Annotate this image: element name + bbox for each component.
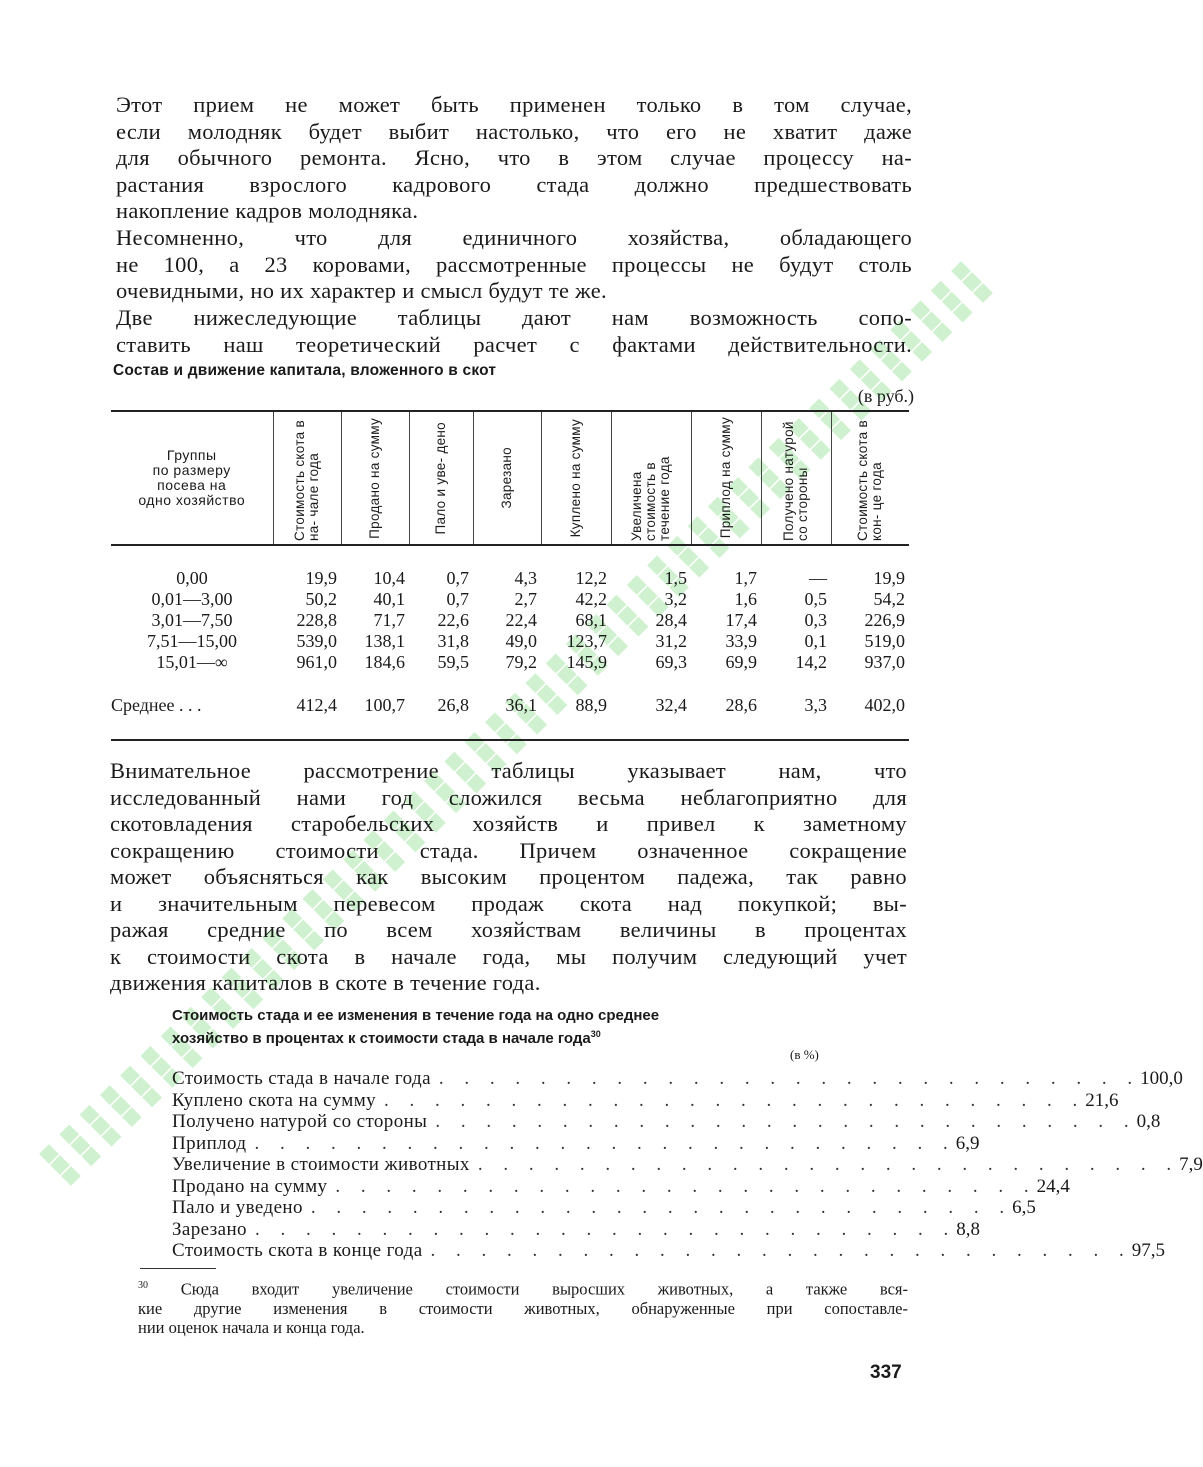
- watermark-mark: [911, 300, 931, 320]
- table-row: 3,01—7,50 228,8 71,7 22,6 22,4 68,1 28,4 17,4 0,3 226,9: [151, 610, 905, 630]
- watermark-mark: [953, 303, 973, 323]
- watermark-mark: [91, 1116, 111, 1136]
- col-header-start-value: Стоимость скота в на- чале года: [273, 411, 341, 545]
- list-item: Стоимость скота в конце года . . . . . . . . . . . . . . . . . . . . . . . . . . . . 97,5: [172, 1240, 1166, 1261]
- watermark-mark: [102, 1127, 122, 1147]
- leader-dots: . . . . . . . . . . . . . . . . . . . . . . . . . . . .: [254, 1132, 956, 1154]
- table-row: 7,51—15,00 539,0 138,1 31,8 49,0 123,7 31,2 33,9 0,1 519,0: [147, 631, 905, 651]
- footnote-ref: 30: [590, 1029, 601, 1039]
- paragraph-4: Внимательное рассмотрение таблицы указывает нам, что исследованный нами год сложился весьма неблагоприятно для скотовладения старобельских хозяйств и привел к заметному сокращению стоимости стада. Причем означенное сокращение может объясняться как высоким процентом падежа, так равно и значительным перевесом продаж скота над покупкой; вы- ражая средние по всем хозяйствам величины в процентах к стоимости скота в начале года, мы получим следующий учет движения капиталов в скоте в течение года.: [110, 758, 907, 995]
- watermark-mark: [61, 1166, 81, 1186]
- footnote-marker: 30: [138, 1280, 148, 1291]
- watermark-mark: [120, 1066, 140, 1086]
- table-row: 15,01—∞ 961,0 184,6 59,5 79,2 145,9 69,3 69,9 14,2 937,0: [156, 652, 905, 672]
- watermark-mark: [151, 1057, 171, 1077]
- col-header-slaughtered: Зарезано: [473, 411, 541, 545]
- list-item: Куплено скота на сумму . . . . . . . . . . . . . . . . . . . . . . . . . . . . 21,6: [172, 1089, 1119, 1111]
- watermark-mark: [142, 1088, 162, 1108]
- list-item: Получено натурой со стороны . . . . . . . . . . . . . . . . . . . . . . . . . . . . 0,8: [172, 1111, 1161, 1132]
- table1-caption: Состав и движение капитала, вложенного в скот: [113, 362, 497, 379]
- col-header-offspring: Приплод на сумму: [691, 411, 761, 545]
- watermark-mark: [183, 1048, 203, 1068]
- list-item: Продано на сумму . . . . . . . . . . . . . . . . . . . . . . . . . . . . 24,4: [172, 1175, 1070, 1197]
- watermark-mark: [140, 1046, 160, 1066]
- leader-dots: . . . . . . . . . . . . . . . . . . . . . . . . . . . .: [438, 1068, 1141, 1089]
- list-item: Увеличение в стоимости животных . . . . . . . . . . . . . . . . . . . . . . . . . . . . 7,9: [172, 1154, 1203, 1175]
- leader-dots: . . . . . . . . . . . . . . . . . . . . . . . . . . . .: [254, 1218, 957, 1240]
- watermark-mark: [59, 1124, 79, 1144]
- percent-table: [172, 1068, 1203, 1262]
- page-number: 337: [870, 1362, 902, 1383]
- watermark-mark: [912, 342, 932, 362]
- list-item: Пало и уведено . . . . . . . . . . . . . . . . . . . . . . . . . . . . 6,5: [172, 1197, 1036, 1218]
- watermark-mark: [922, 311, 942, 331]
- col-header-bought: Куплено на сумму: [541, 411, 611, 545]
- col-header-received: Получено натурой со стороны: [761, 411, 831, 545]
- watermark-mark: [892, 362, 912, 382]
- col-header-died: Пало и уве- дено: [409, 411, 473, 545]
- list-item: Приплод . . . . . . . . . . . . . . . . . . . . . . . . . . . . 6,9: [172, 1132, 980, 1154]
- watermark-mark: [962, 272, 982, 292]
- paragraph-3: Две нижеследующие таблицы дают нам возможность сопо- ставить наш теоретический расчет с фактами действительности.: [116, 305, 912, 357]
- leader-dots: . . . . . . . . . . . . . . . . . . . . . . . . . . . .: [335, 1175, 1037, 1197]
- table1-header-row: [111, 411, 909, 545]
- watermark-mark: [70, 1135, 90, 1155]
- table-row: 0,01—3,00 50,2 40,1 0,7 2,7 42,2 3,2 1,6 0,5 54,2: [151, 589, 905, 609]
- table1-unit: (в руб.): [857, 386, 914, 406]
- watermark-mark: [850, 359, 870, 379]
- leader-dots: . . . . . . . . . . . . . . . . . . . . . . . . . . . .: [435, 1111, 1137, 1132]
- list-item: Зарезано . . . . . . . . . . . . . . . . . . . . . . . . . . . . 8,8: [172, 1218, 980, 1240]
- watermark-mark: [931, 281, 951, 301]
- paragraph-1: Этот прием не может быть применен только в том случае, если молодняк будет выбит настолько, что его не хватит даже для обычного ремонта. Ясно, что в этом случае процессу на- растания взрослого кадрового стада должно предшествовать накопление кадров молодняка.: [116, 92, 912, 223]
- leader-dots: . . . . . . . . . . . . . . . . . . . . . . . . . . . .: [430, 1240, 1132, 1261]
- watermark-mark: [933, 322, 953, 342]
- watermark-mark: [50, 1155, 70, 1175]
- watermark-mark: [973, 283, 993, 303]
- leader-dots: . . . . . . . . . . . . . . . . . . . . . . . . . . . .: [310, 1197, 1013, 1218]
- watermark-mark: [81, 1146, 101, 1166]
- leader-dots: . . . . . . . . . . . . . . . . . . . . . . . . . . . .: [384, 1089, 1086, 1111]
- watermark-mark: [131, 1077, 151, 1097]
- table2-caption: Стоимость стада и ее изменения в течение года на одно среднее хозяйство в процентах к стоимости стада в начале года$^{30}$: [172, 1007, 660, 1047]
- watermark-mark: [830, 379, 850, 399]
- leader-dots: . . . . . . . . . . . . . . . . . . . . . . . . . . . .: [477, 1154, 1180, 1175]
- watermark-mark: [80, 1105, 100, 1125]
- watermark-mark: [122, 1107, 142, 1127]
- col-header-value-increase: Увеличена стоимость в течение года: [611, 411, 691, 545]
- col-header-sold: Продано на сумму: [341, 411, 409, 545]
- capital-table: [111, 410, 909, 741]
- watermark-mark: [942, 292, 962, 312]
- table2-unit: (в %): [790, 1047, 819, 1062]
- col-header-end-value: Стоимость скота в кон- це года: [831, 411, 909, 545]
- average-row: Среднее . . . 412,4 100,7 26,8 36,1 88,9 32,4 28,6 3,3 402,0: [111, 694, 905, 715]
- footnote: $^{30}$ Сюда входит увеличение стоимости выросших животных, а также вся- кие другие изменения в стоимости животных, обнаруженные при сопоставле- нии оценок начала и конца года.: [138, 1279, 908, 1337]
- watermark-mark: [111, 1096, 131, 1116]
- watermark-mark: [100, 1085, 120, 1105]
- watermark-mark: [39, 1144, 59, 1164]
- paragraph-2: Несомненно, что для единичного хозяйства, обладающего не 100, а 23 коровами, рассмотренные процессы не будут столь очевидными, но их характер и смысл будут те же.: [116, 225, 912, 303]
- table-row: 0,00 19,9 10,4 0,7 4,3 12,2 1,5 1,7 — 19,9: [176, 568, 905, 588]
- list-item: Стоимость стада в начале года . . . . . . . . . . . . . . . . . . . . . . . . . . . . 100,0: [172, 1068, 1183, 1089]
- footnote-divider: [140, 1268, 216, 1269]
- watermark-mark: [951, 261, 971, 281]
- group-header: Группы по размеру посева на одно хозяйство: [111, 411, 273, 545]
